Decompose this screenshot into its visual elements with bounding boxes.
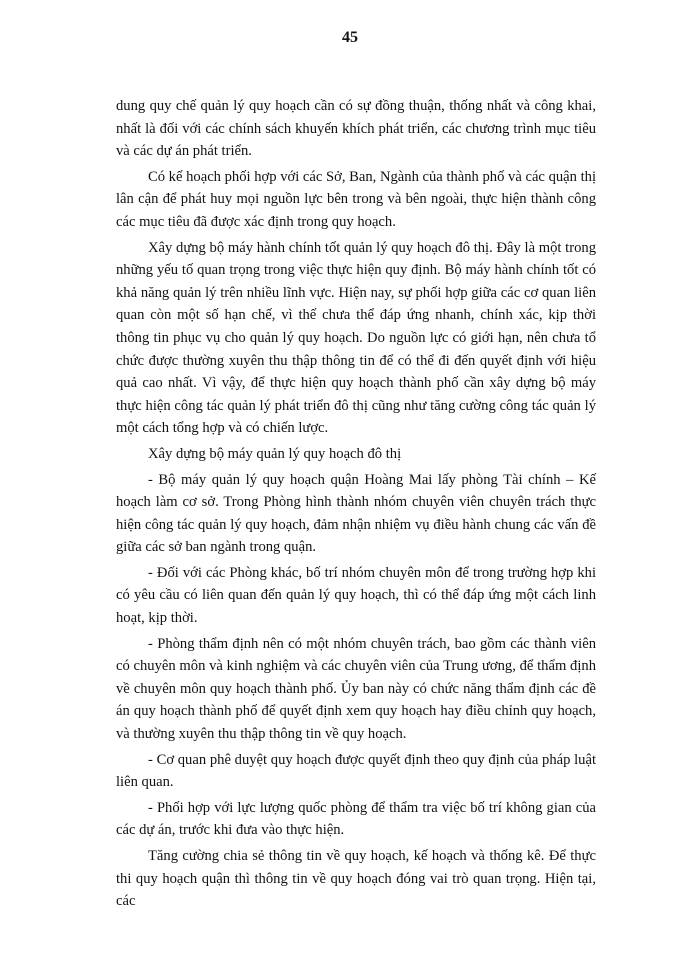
paragraph-information-sharing: Tăng cường chia sẻ thông tin về quy hoạch, kế hoạch và thống kê. Để thực thi quy hoạch quận thì thông tin về quy hoạch đóng vai trò quan trọng. Hiện tại, các: [116, 848, 596, 910]
bullet-finance-planning-office: - Bộ máy quản lý quy hoạch quận Hoàng Mai lấy phòng Tài chính – Kế hoạch làm cơ sở. Trong Phòng hình thành nhóm chuyên viên chuyên trách thực hiện công tác quản lý quy hoạch, đảm nhận nhiệm vụ điều hành chung các vấn đề giữa các sở ban ngành trong quận.: [116, 471, 596, 556]
bullet-approval-agency: - Cơ quan phê duyệt quy hoạch được quyết định theo quy định của pháp luật liên quan.: [116, 751, 596, 791]
bullet-defense-coordination: - Phối hợp với lực lượng quốc phòng để thẩm tra việc bố trí không gian của các dự án, trước khi đưa vào thực hiện.: [116, 799, 596, 839]
document-body: [116, 95, 596, 916]
page-number: 45: [342, 29, 358, 46]
bullet-other-offices: - Đối với các Phòng khác, bố trí nhóm chuyên môn để trong trường hợp khi có yêu cầu có liên quan đến quản lý quy hoạch, thì có thể đáp ứng một cách linh hoạt, kịp thời.: [116, 564, 596, 627]
paragraph-continuation: dung quy chế quản lý quy hoạch cần có sự đồng thuận, thống nhất và công khai, nhất là đối với các chính sách khuyến khích phát triển, các chương trình mục tiêu và các dự án phát triển.: [116, 98, 596, 160]
paragraph-coordination-plan: Có kế hoạch phối hợp với các Sở, Ban, Ngành của thành phố và các quận thị lân cận để phát huy mọi nguồn lực bên trong và bên ngoài, thực hiện thành công các mục tiêu đã được xác định trong quy hoạch.: [116, 168, 596, 230]
bullet-appraisal-office: - Phòng thẩm định nên có một nhóm chuyên trách, bao gồm các thành viên có chuyên môn và kinh nghiệm và các chuyên viên của Trung ương, để thẩm định về chuyên môn quy hoạch thành phố. Ủy ban này có chức năng thẩm định các đề án quy hoạch thành phố để quyết định xem quy hoạch hay điều chỉnh quy hoạch, và thường xuyên thu thập thông tin về quy hoạch.: [116, 635, 596, 743]
paragraph-apparatus-heading: Xây dựng bộ máy quản lý quy hoạch đô thị: [148, 445, 402, 462]
paragraph-administrative-apparatus: Xây dựng bộ máy hành chính tốt quản lý quy hoạch đô thị. Đây là một trong những yếu tố quan trọng trong việc thực hiện quy định. Bộ máy hành chính tốt có khả năng quản lý trên nhiều lĩnh vực. Hiện nay, sự phối hợp giữa các cơ quan liên quan còn một số hạn chế, vì thế chưa thể đáp ứng nhanh, chính xác, kịp thời thông tin phục vụ cho quản lý quy hoạch. Do nguồn lực có giới hạn, nên chưa tổ chức được thường xuyên thu thập thông tin để có thể đi đến quyết định với hiệu quả cao nhất. Vì vậy, để thực hiện quy hoạch thành phố cần xây dựng bộ máy thực hiện công tác quản lý phát triển đô thị cũng như tăng cường công tác quản lý một cách tổng hợp và có chiến lược.: [116, 239, 596, 437]
